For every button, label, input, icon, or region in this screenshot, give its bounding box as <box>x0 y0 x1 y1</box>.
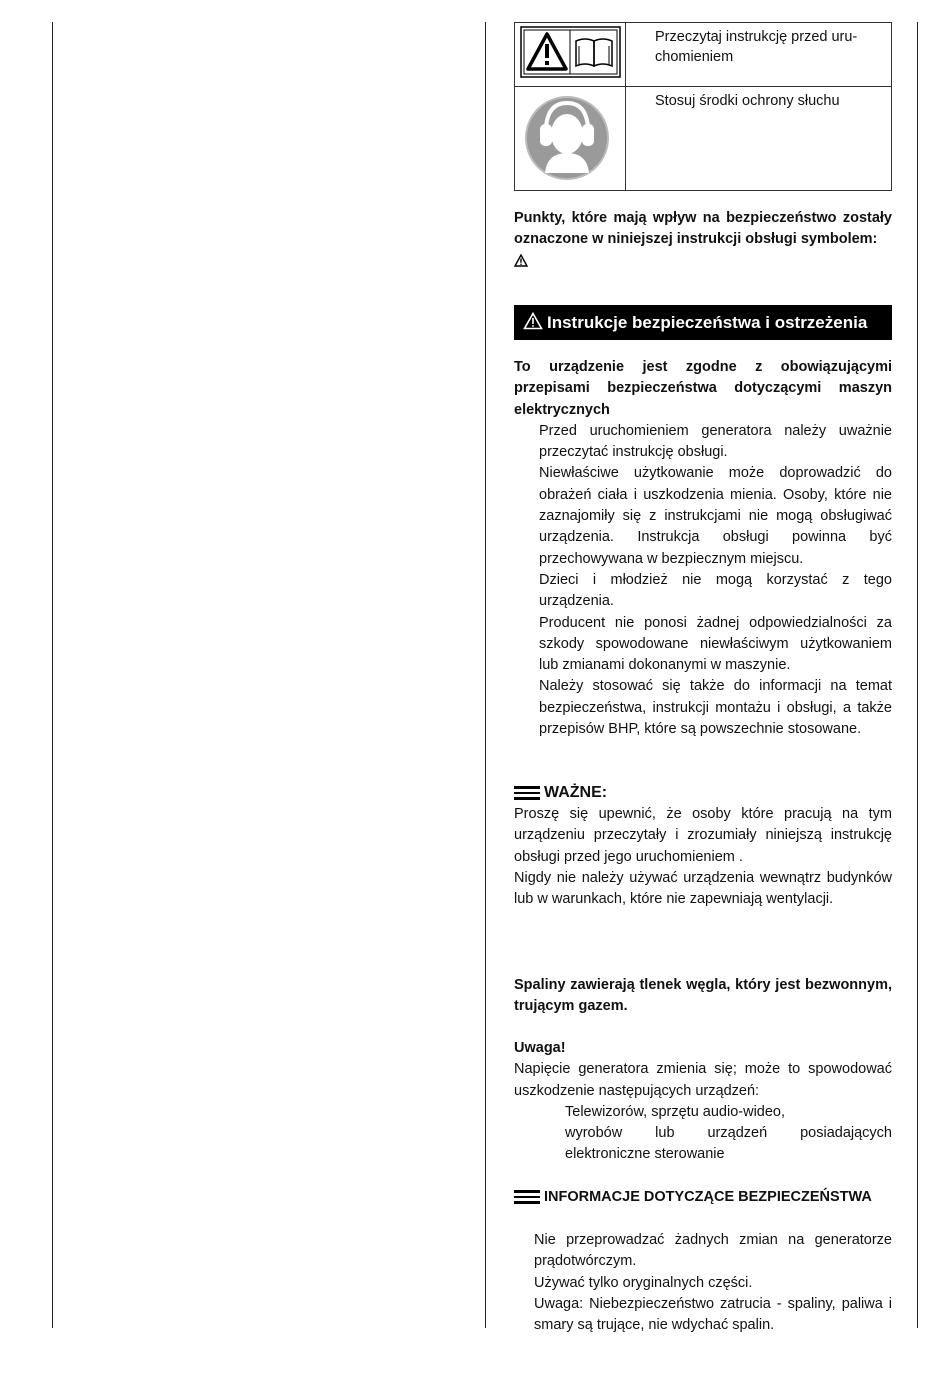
left-page-border <box>52 22 53 1328</box>
hearing-protection-icon <box>515 87 625 185</box>
compliance-item: Należy stosować się także do informacji na temat bezpieczeństwa, instrukcji montażu i obsługi, a także przepisów BHP, które są powszechnie stosowane. <box>539 678 892 738</box>
attention-item: wyrobów lub urządzeń posiadających elektroniczne sterowanie <box>565 1125 892 1163</box>
hearing-protection-text: Stosuj środki ochrony słuchu <box>626 87 892 191</box>
compliance-item: Producent nie ponosi żadnej odpowiedzialności za szkody spowodowane niewłaściwym użytkowaniem lub zmianami dokonanymi w maszynie. <box>539 614 892 674</box>
column-divider <box>485 22 486 1328</box>
compliance-section <box>514 357 892 740</box>
note-lines-icon <box>514 783 540 803</box>
safety-info-heading <box>514 1186 892 1208</box>
compliance-item: Niewłaściwe użytkowanie może doprowadzić do obrażeń ciała i uszkodzenia mienia. Osoby, które nie zaznajomiły się z instrukcjami nie mogą obsługiwać urządzenia. Instrukcja obsługi powinna być przechowywana w bezpiecznym miejscu. <box>539 465 892 567</box>
safety-points-note: Punkty, które mają wpływ na bezpieczeństwo zostały oznaczone w niniejszej instrukcji obsługi symbolem: <box>514 210 892 248</box>
important-title: WAŻNE: <box>544 784 608 801</box>
exhaust-warning-block <box>514 975 892 1018</box>
attention-text: Napięcie generatora zmienia się; może to spowodować uszkodzenie następujących urządzeń: <box>514 1061 892 1099</box>
important-paragraph: Proszę się upewnić, że osoby które pracują na tym urządzeniu przeczytały i zrozumiały niniejszą instrukcję obsługi przed jego uruchomieniem . <box>514 806 892 865</box>
read-manual-symbol-cell <box>515 23 626 87</box>
warning-triangle-icon <box>514 254 528 267</box>
safety-instructions-banner <box>514 305 892 340</box>
safety-points-note-block <box>514 208 892 272</box>
warning-triangle-icon <box>523 312 543 330</box>
attention-section <box>514 1038 892 1166</box>
important-heading <box>514 782 892 804</box>
symbols-table <box>514 22 892 191</box>
attention-item: Telewizorów, sprzętu audio-wideo, <box>565 1103 786 1120</box>
safety-info-title: INFORMACJE DOTYCZĄCE BEZPIECZEŃSTWA <box>544 1189 872 1205</box>
safety-info-item: Używać tylko oryginalnych części. <box>534 1274 753 1291</box>
note-lines-icon <box>514 1187 540 1207</box>
compliance-heading: To urządzenie jest zgodne z obowiązującymi przepisami bezpieczeństwa dotyczącymi maszyn elektrycznych <box>514 359 892 418</box>
important-section <box>514 782 892 910</box>
right-page-border <box>917 22 918 1328</box>
banner-title: Instrukcje bezpieczeństwa i ostrzeżenia <box>547 313 868 332</box>
compliance-item: Przed uruchomieniem generatora należy uważnie przeczytać instrukcję obsługi. <box>539 422 892 461</box>
warning-book-icon <box>515 23 625 81</box>
read-manual-text: Przeczytaj instrukcję przed uru-chomieniem <box>626 23 892 87</box>
safety-info-item: Nie przeprowadzać żadnych zmian na generatorze prądotwórczym. <box>534 1232 892 1270</box>
safety-info-section <box>514 1230 892 1336</box>
hearing-protection-symbol-cell <box>515 87 626 191</box>
attention-title: Uwaga! <box>514 1040 566 1056</box>
compliance-item: Dzieci i młodzież nie mogą korzystać z tego urządzenia. <box>539 571 892 610</box>
exhaust-warning: Spaliny zawierają tlenek węgla, który jest bezwonnym, trującym gazem. <box>514 977 892 1015</box>
safety-info-item: Uwaga: Niebezpieczeństwo zatrucia - spaliny, paliwa i smary są trujące, nie wdychać spalin. <box>534 1295 892 1334</box>
important-paragraph: Nigdy nie należy używać urządzenia wewnątrz budynków lub w warunkach, które nie zapewniają wentylacji. <box>514 869 892 908</box>
